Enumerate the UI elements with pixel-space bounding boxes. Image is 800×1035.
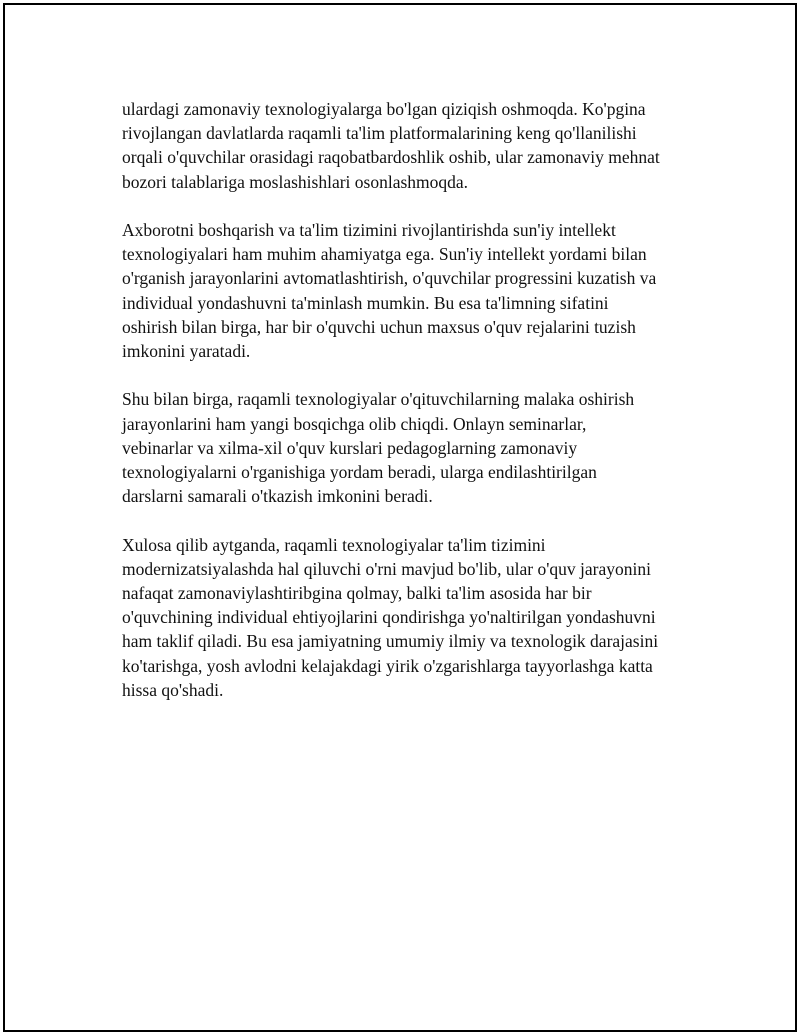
text-line: texnologiyalarni o'rganishiga yordam beradi, ularga endilashtirilgan (122, 462, 597, 483)
text-line: ham taklif qiladi. Bu esa jamiyatning umumiy ilmiy va texnologik darajasini (122, 631, 659, 652)
page-frame (3, 3, 797, 1032)
text-line: orqali o'quvchilar orasidagi raqobatbardoshlik oshib, ular zamonaviy mehnat (122, 147, 660, 168)
text-line: nafaqat zamonaviylashtiribgina qolmay, balki ta'lim asosida har bir (122, 583, 592, 604)
text-line: bozori talablariga moslashishlari osonlashmoqda. (122, 171, 469, 192)
paragraph-1 (122, 97, 702, 194)
text-line: texnologiyalari ham muhim ahamiyatga ega. Sun'iy intellekt yordami bilan (122, 244, 647, 265)
text-line: rivojlangan davlatlarda raqamli ta'lim platformalarining keng qo'llanilishi (122, 123, 637, 144)
text-line: jarayonlarini ham yangi bosqichga olib chiqdi. Onlayn seminarlar, (122, 413, 587, 434)
text-line: hissa qo'shadi. (122, 679, 224, 700)
text-line: ko'tarishga, yosh avlodni kelajakdagi yirik o'zgarishlarga tayyorlashga katta (122, 655, 653, 676)
text-line: o'rganish jarayonlarini avtomatlashtirish, o'quvchilar progressini kuzatish va (122, 268, 657, 289)
text-line: oshirish bilan birga, har bir o'quvchi uchun maxsus o'quv rejalarini tuzish (122, 316, 636, 337)
paragraph-3 (122, 387, 702, 508)
text-line: ulardagi zamonaviy texnologiyalarga bo'lgan qiziqish oshmoqda. Ko'pgina (122, 99, 646, 119)
text-line: darslarni samarali o'tkazish imkonini beradi. (122, 486, 433, 507)
text-line: Axborotni boshqarish va ta'lim tizimini rivojlantirishda sun'iy intellekt (122, 220, 616, 240)
text-line: vebinarlar va xilma-xil o'quv kurslari pedagoglarning zamonaviy (122, 437, 578, 458)
text-line: Xulosa qilib aytganda, raqamli texnologiyalar ta'lim tizimini (122, 534, 546, 555)
document-body (122, 97, 702, 726)
text-line: modernizatsiyalashda hal qiluvchi o'rni mavjud bo'lib, ular o'quv jarayonini (122, 558, 651, 579)
text-line: individual yondashuvni ta'minlash mumkin. Bu esa ta'limning sifatini (122, 292, 609, 313)
paragraph-2 (122, 218, 702, 363)
text-line: Shu bilan birga, raqamli texnologiyalar o'qituvchilarning malaka oshirish (122, 389, 635, 410)
text-line: imkonini yaratadi. (122, 341, 251, 362)
paragraph-4 (122, 533, 702, 702)
text-line: o'quvchining individual ehtiyojlarini qondirishga yo'naltirilgan yondashuvni (122, 607, 656, 628)
